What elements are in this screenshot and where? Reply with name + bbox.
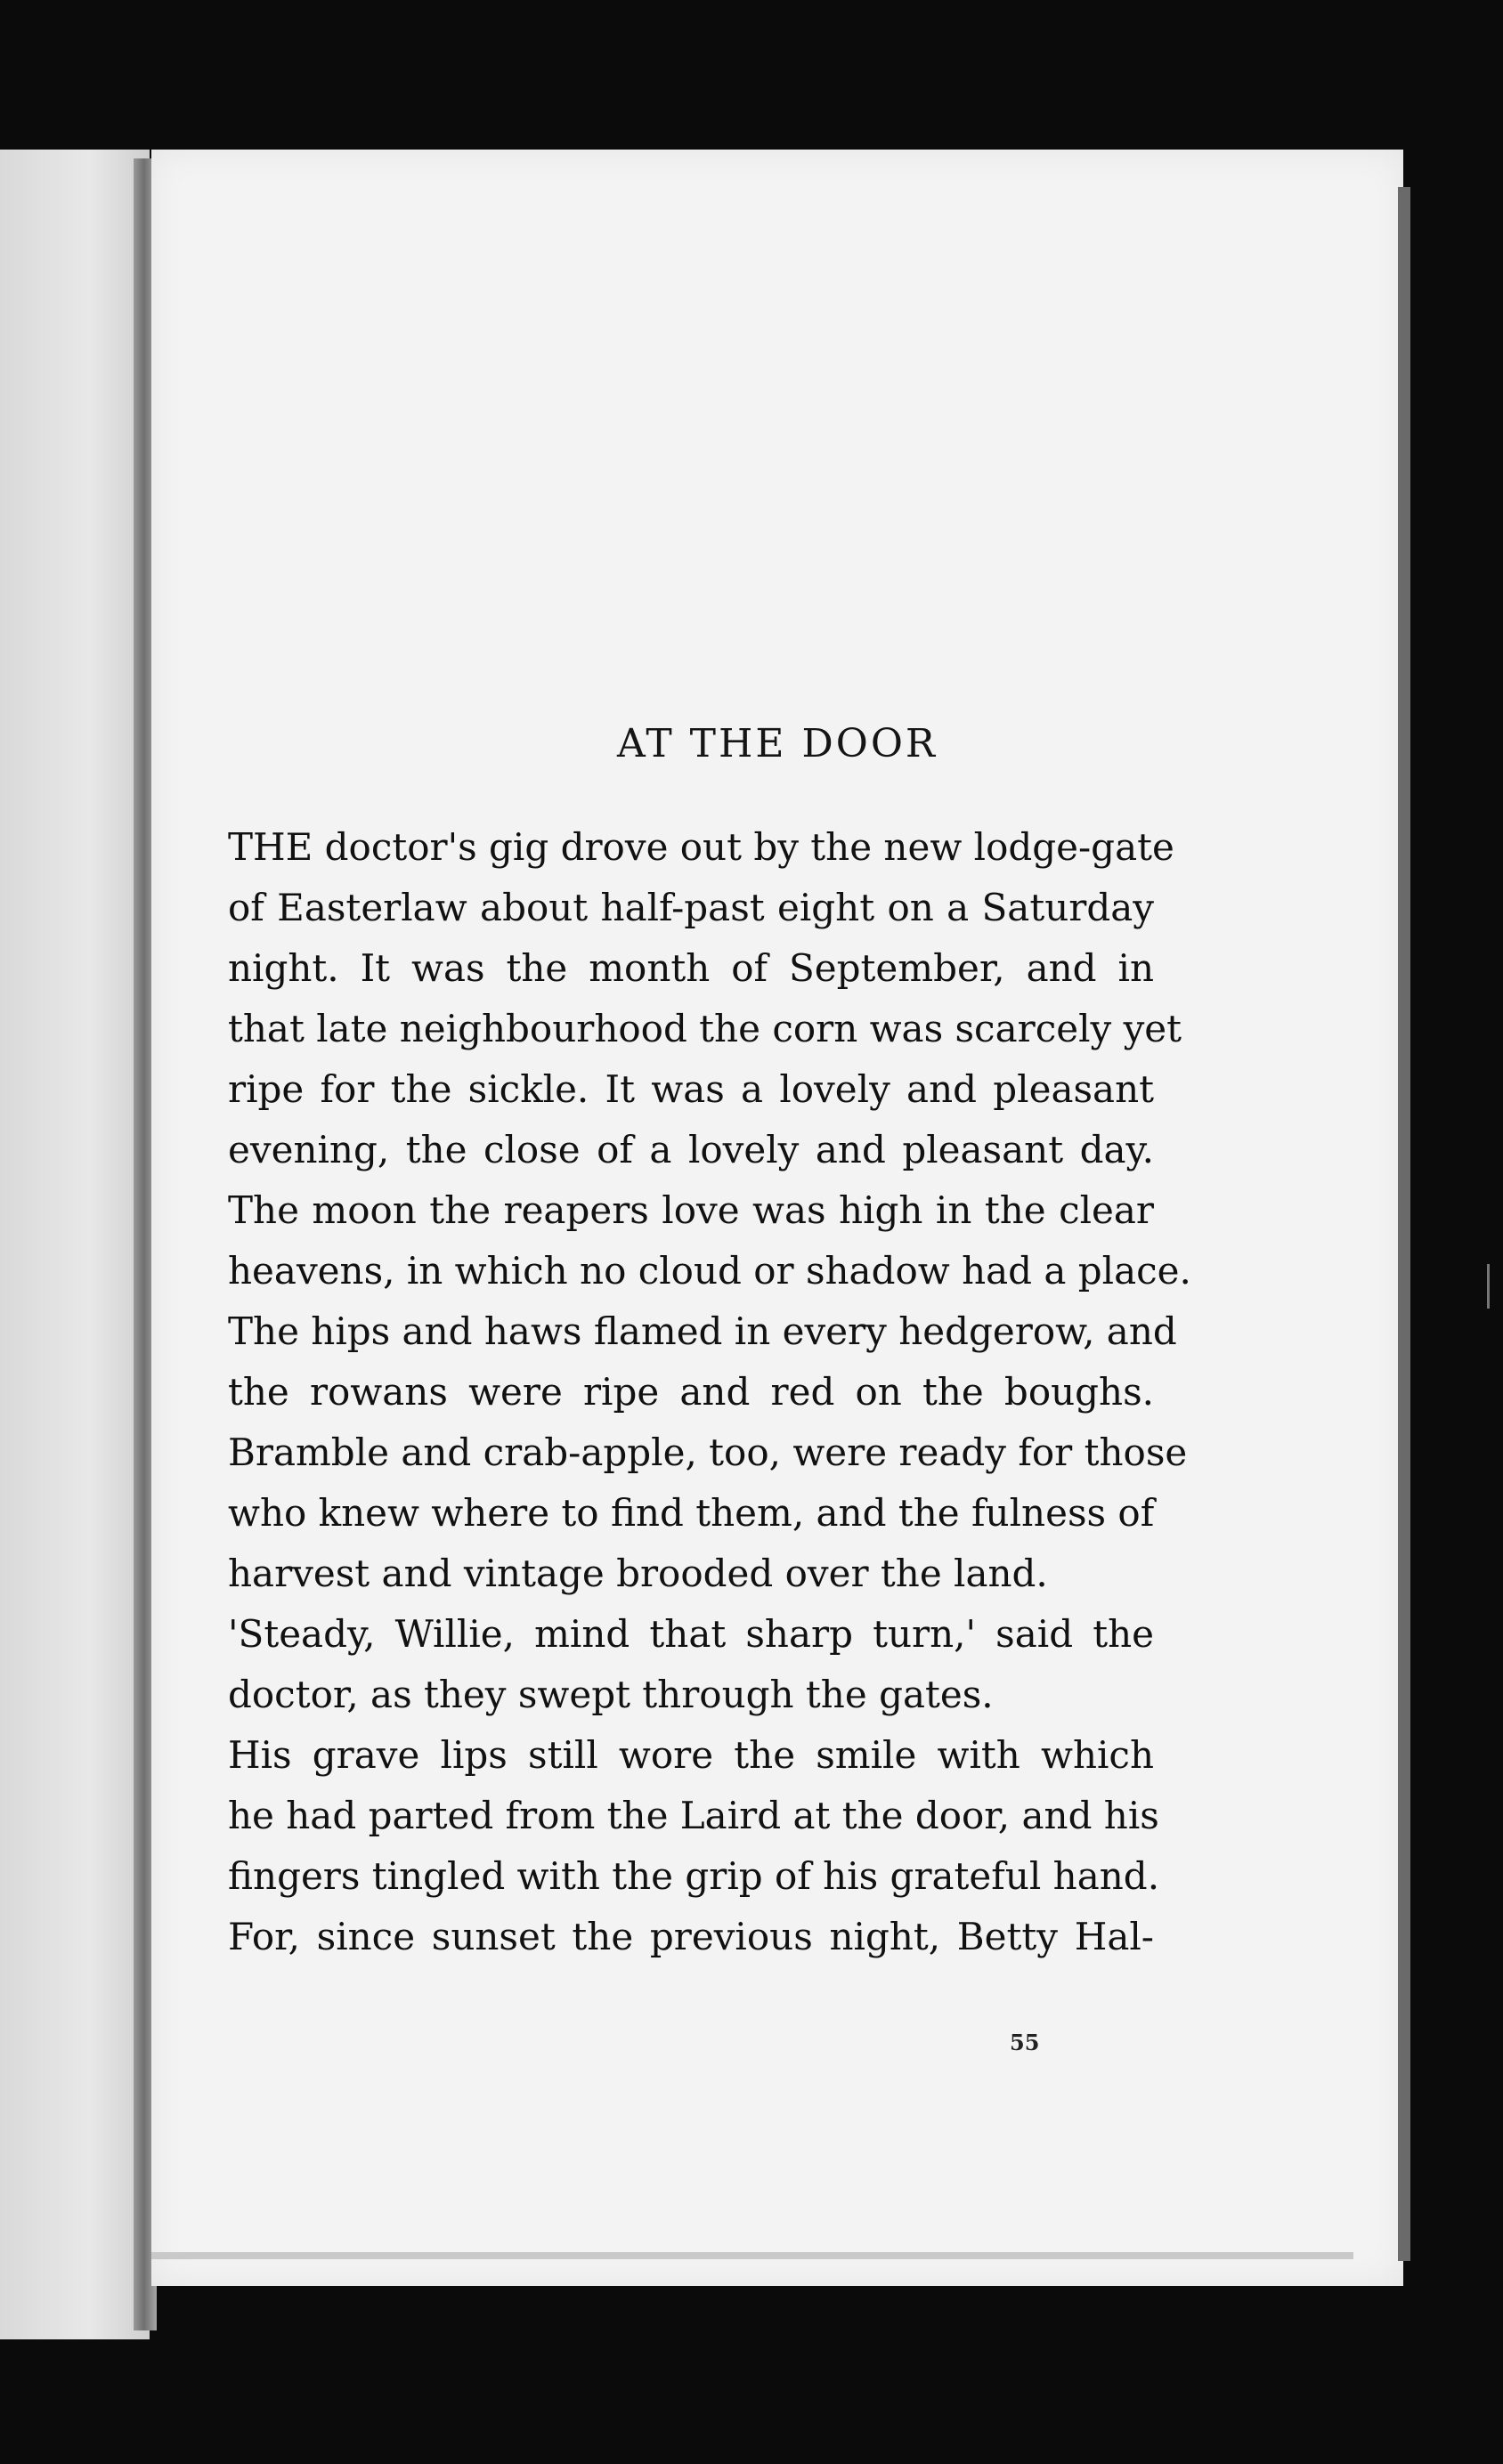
body-text — [228, 817, 1191, 1967]
text-line: 'Steady, Willie, mind that sharp turn,' said the — [228, 1612, 1154, 1656]
text-line: of Easterlaw about half-past eight on a Saturday — [228, 886, 1154, 929]
text-line: harvest and vintage brooded over the land. — [228, 1552, 1048, 1595]
text-line: heavens, in which no cloud or shadow had a place. — [228, 1249, 1191, 1293]
text-line: that late neighbourhood the corn was scarcely yet — [228, 1007, 1182, 1050]
text-line: the rowans were ripe and red on the boughs. — [228, 1370, 1154, 1414]
text-line: who knew where to find them, and the fulness of — [228, 1491, 1155, 1535]
text-line: he had parted from the Laird at the door, and his — [228, 1794, 1159, 1837]
page-edge — [1398, 187, 1410, 2261]
text-line: THE doctor's gig drove out by the new lodge-gate — [228, 825, 1174, 869]
page-bottom-edge — [151, 2252, 1353, 2259]
page-number: 55 — [1010, 2030, 1040, 2055]
chapter-title: AT THE DOOR — [616, 721, 938, 766]
text-line: evening, the close of a lovely and pleasant day. — [228, 1128, 1154, 1171]
text-line: The hips and haws flamed in every hedgerow, and — [228, 1309, 1177, 1353]
text-line: Bramble and crab-apple, too, were ready for those — [228, 1431, 1188, 1474]
text-line: doctor, as they swept through the gates. — [228, 1673, 994, 1716]
scan-artifact — [1487, 1264, 1490, 1309]
text-line: For, since sunset the previous night, Betty Hal- — [228, 1915, 1154, 1958]
facing-page — [0, 150, 150, 2339]
text-line: His grave lips still wore the smile with which — [228, 1733, 1154, 1777]
text-line: ripe for the sickle. It was a lovely and pleasant — [228, 1067, 1154, 1111]
text-line: night. It was the month of September, and in — [228, 946, 1154, 990]
text-line: The moon the reapers love was high in the clear — [228, 1188, 1154, 1232]
text-line: fingers tingled with the grip of his grateful hand. — [228, 1854, 1160, 1898]
